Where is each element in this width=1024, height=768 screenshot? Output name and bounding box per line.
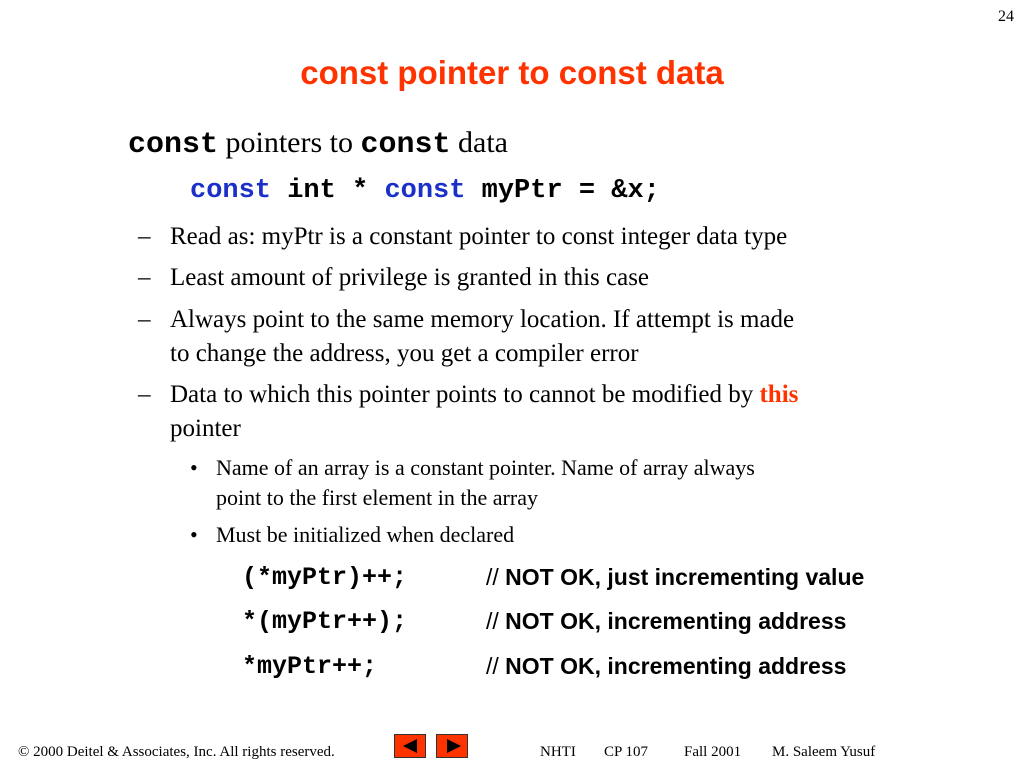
bullet-continuation: point to the first element in the array (216, 485, 538, 510)
code-keyword-1: const (190, 176, 272, 206)
heading-text-1: pointers to (218, 126, 361, 159)
emphasis-this: this (759, 381, 799, 408)
dash-marker: – (138, 306, 151, 333)
dash-marker: – (138, 223, 151, 250)
comment-text: NOT OK, just incrementing value (498, 564, 865, 590)
dash-marker: – (138, 381, 151, 408)
bullet-marker: • (190, 455, 198, 480)
list-item-text: Always point to the same memory location. If attempt is made (170, 306, 795, 333)
footer-school: NHTI (540, 744, 576, 760)
code-declaration (190, 176, 660, 206)
list-item-text: Read as: myPtr is a constant pointer to const integer data type (170, 223, 788, 250)
list-item-continuation: pointer (170, 415, 241, 442)
footer-author: M. Saleem Yusuf (772, 744, 876, 760)
comment-text: NOT OK, incrementing address (498, 653, 847, 679)
list-item (138, 261, 649, 295)
code-comment (486, 653, 846, 680)
code-comment (486, 564, 864, 591)
code-part-2: myPtr = &x; (465, 176, 660, 206)
footer-copyright: © 2000 Deitel & Associates, Inc. All rights reserved. (18, 744, 335, 760)
footer-term: Fall 2001 (684, 744, 742, 760)
heading-text-2: data (450, 126, 508, 159)
list-item (138, 303, 794, 371)
page-number: 24 (998, 8, 1014, 25)
list-item-text: Data to which this pointer points to cannot be modified by (170, 381, 760, 408)
code-statement: *(myPtr++); (242, 607, 408, 636)
comment-slashes: // (486, 608, 499, 634)
code-part-1: int * (271, 176, 385, 206)
bullet-item (190, 453, 755, 513)
comment-text: NOT OK, incrementing address (498, 608, 847, 634)
slide-title: const pointer to const data (300, 54, 724, 91)
comment-slashes: // (486, 564, 499, 590)
bullet-text: Must be initialized when declared (216, 522, 515, 547)
comment-slashes: // (486, 653, 499, 679)
code-statement: (*myPtr)++; (242, 563, 408, 592)
list-item-continuation: to change the address, you get a compiler error (170, 340, 639, 367)
bullet-item (190, 520, 514, 550)
bullet-marker: • (190, 522, 198, 547)
prev-arrow-icon (403, 739, 417, 753)
section-heading (128, 126, 508, 162)
heading-keyword-1: const (128, 128, 219, 162)
code-comment (486, 608, 846, 635)
code-statement: *myPtr++; (242, 652, 378, 681)
list-item (138, 378, 798, 446)
bullet-text: Name of an array is a constant pointer. Name of array always (216, 455, 755, 480)
dash-marker: – (138, 264, 151, 291)
list-item (138, 220, 787, 254)
list-item-text: Least amount of privilege is granted in this case (170, 264, 650, 291)
heading-keyword-2: const (360, 128, 451, 162)
next-slide-button[interactable] (436, 734, 468, 758)
next-arrow-icon (447, 739, 461, 753)
footer-course: CP 107 (604, 744, 649, 760)
code-keyword-2: const (384, 176, 466, 206)
previous-slide-button[interactable] (394, 734, 426, 758)
